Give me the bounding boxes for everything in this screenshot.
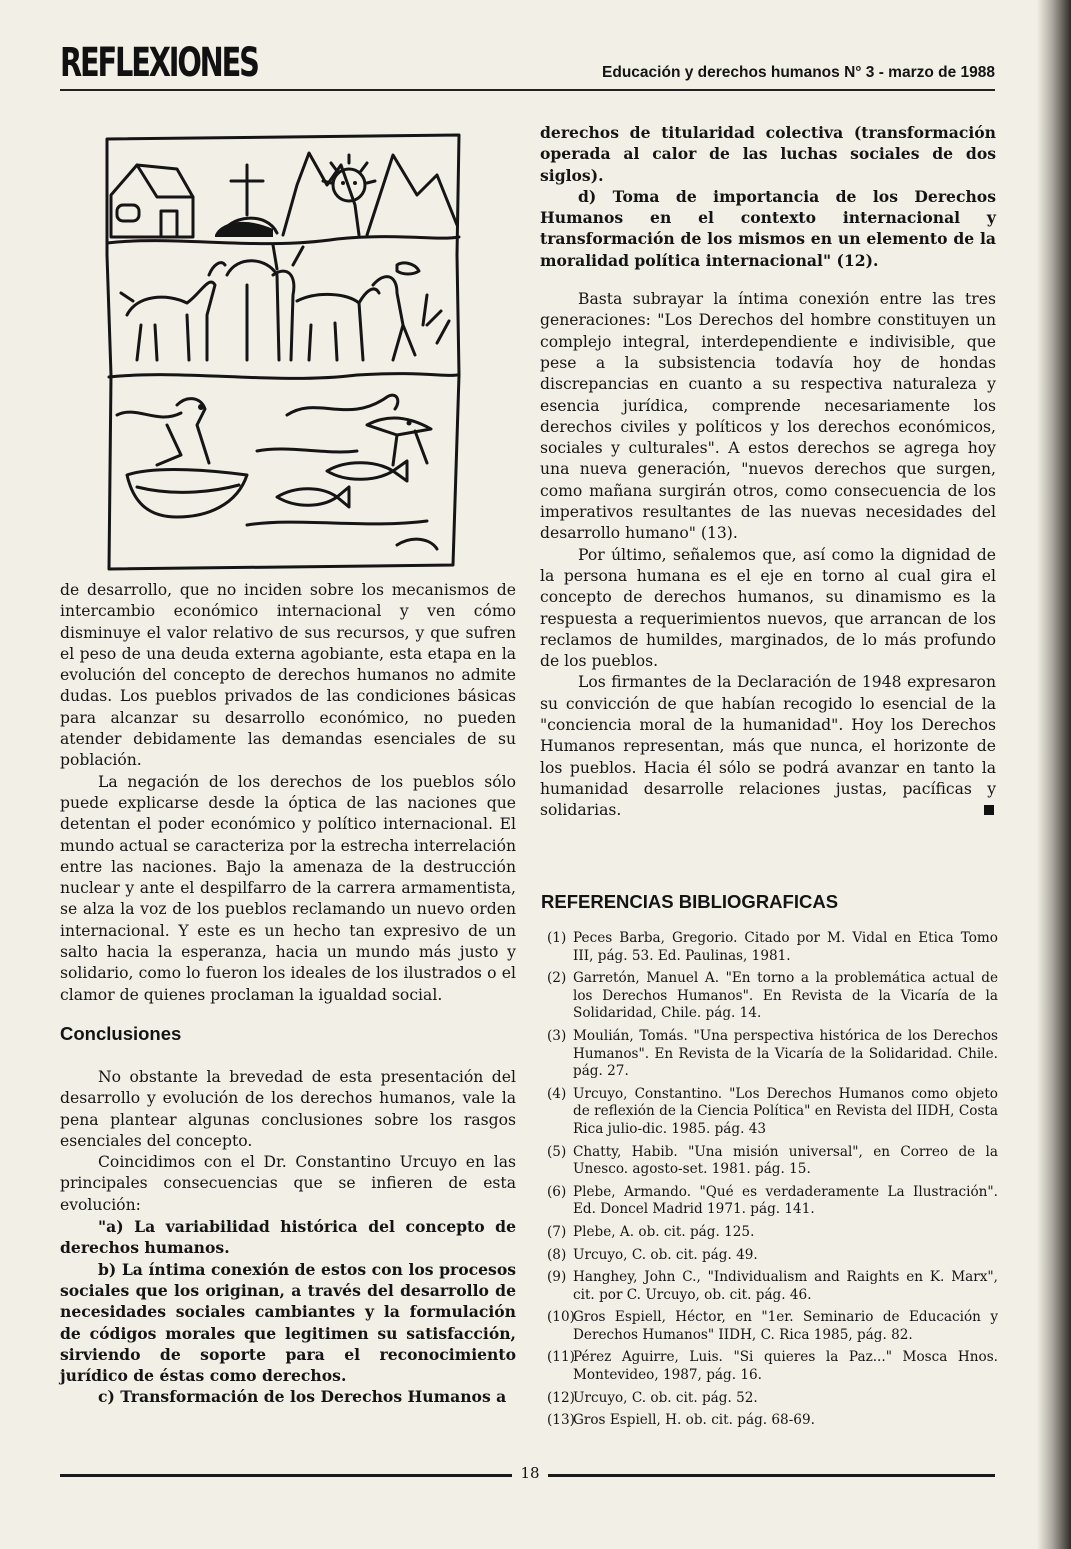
reference-item [543, 1184, 998, 1219]
reference-number: (4) [547, 1085, 567, 1102]
reference-number: (11) [547, 1349, 575, 1366]
reference-item [543, 1269, 998, 1304]
reference-text: Plebe, Armando. "Qué es verdaderamente La Ilustración". Ed. Doncel Madrid 1971. pág. 141. [573, 1183, 998, 1218]
reference-item [543, 1412, 998, 1430]
reference-number: (9) [547, 1269, 567, 1286]
running-title: Educación y derechos humanos N° 3 - marzo de 1988 [602, 64, 995, 81]
reference-number: (1) [547, 930, 567, 946]
right-column [540, 122, 996, 822]
page-number: 18 [520, 1464, 540, 1482]
conclusion-item-b: b) La íntima conexión de estos con los procesos sociales que los originan, a través del desarrollo de necesidades sociales cambiantes y la formulación de códigos morales que legitimen su satisfacción, sirviendo de soporte para el reconocimiento jurídico de éstas como derechos. [60, 1259, 516, 1386]
references-list [543, 930, 998, 1435]
reference-item [543, 1144, 998, 1179]
reference-item [543, 1086, 998, 1139]
folk-art-illustration [97, 125, 469, 573]
reference-number: (13) [547, 1412, 575, 1429]
references-heading: REFERENCIAS BIBLIOGRAFICAS [541, 891, 839, 912]
reference-text: Hanghey, John C., "Individualism and Raights en K. Marx", cit. por C. Urcuyo, ob. cit. pág. 46. [573, 1269, 998, 1303]
reference-item [543, 1224, 998, 1242]
conclusions-heading: Conclusiones [60, 1022, 182, 1044]
reference-text: Moulián, Tomás. "Una perspectiva histórica de los Derechos Humanos". En Revista de la Vicaría de la Solidaridad. Chile. pág. 27. [573, 1027, 998, 1080]
reference-number: (8) [547, 1246, 567, 1263]
end-mark [984, 805, 994, 815]
reference-text: Peces Barba, Gregorio. Citado por M. Vidal en Etica Tomo III, pág. 53. Ed. Paulinas, 1981. [573, 930, 998, 964]
right-paragraph-2: Por último, señalemos que, así como la dignidad de la persona humana es el eje en torno al cual gira el concepto de derechos humanos, su dinamismo es la respuesta a requerimientos nuevos, que arrancan de los reclamos de humildes, marginados, de lo más profundo de los pueblos. [540, 545, 996, 671]
reference-text: Gros Espiell, Héctor, en "1er. Seminario de Educación y Derechos Humanos" IIDH, C. Rica 1985, pág. 82. [573, 1309, 998, 1343]
reference-number: (7) [547, 1223, 567, 1240]
reference-text: Gros Espiell, H. ob. cit. pág. 68-69. [573, 1412, 815, 1429]
reference-item [543, 1028, 998, 1081]
reference-text: Chatty, Habib. "Una misión universal", en Correo de la Unesco. agosto-set. 1981. pág. 15. [573, 1143, 998, 1178]
reference-number: (12) [547, 1389, 575, 1406]
conclusion-item-d: d) Toma de importancia de los Derechos Humanos en el contexto internacional y transformación de los mismos en un elemento de la moralidad política internacional" (12). [540, 186, 996, 270]
conclusion-item-a: "a) La variabilidad histórica del concepto de derechos humanos. [60, 1217, 516, 1258]
footer-rule-left [60, 1474, 512, 1477]
conclusion-item-c-continued: derechos de titularidad colectiva (transformación operada al calor de las luchas sociales de dos siglos). [540, 123, 996, 185]
reference-number: (10) [547, 1309, 575, 1326]
reference-text: Urcuyo, C. ob. cit. pág. 52. [573, 1389, 758, 1406]
reference-text: Garretón, Manuel A. "En torno a la problemática actual de los Derechos Humanos". En Revista de la Vicaría de la Solidaridad, Chile. pág. 14. [573, 970, 998, 1022]
reference-number: (5) [547, 1143, 567, 1160]
reference-number: (3) [547, 1027, 567, 1044]
left-paragraph-4: Coincidimos con el Dr. Constantino Urcuyo en las principales consecuencias que se infieren de esta evolución: [60, 1153, 516, 1214]
reference-item [543, 1309, 998, 1344]
reference-item [543, 930, 998, 965]
right-paragraph-3: Los firmantes de la Declaración de 1948 expresaron su convicción de que habían recogido lo esencial de la "conciencia moral de la humanidad". Hoy los Derechos Humanos representan, más que nunca, el horizonte de los pueblos. Hacia él sólo se podrá avanzar en tanto la humanidad desarrolle relaciones justas, pacíficas y solidarias. [540, 673, 996, 820]
footer-rule-right [548, 1474, 995, 1477]
left-paragraph-2: La negación de los derechos de los pueblos sólo puede explicarse desde la óptica de las naciones que detentan el poder económico y político internacional. El mundo actual se caracteriza por la estrecha interrelación entre las naciones. Bajo la amenaza de la destrucción nuclear y ante el despilfarro de la carrera armamentista, se alza la voz de los pueblos reclamando un nuevo orden internacional. Y este es un hecho tan expresivo de un salto hacia la esperanza, hacia un mundo más justo y solidario, como lo fueron los ideales de los ilustrados o el clamor de quienes proclaman la igualdad social. [60, 772, 516, 1004]
left-column [60, 580, 516, 1408]
reference-item [543, 1247, 998, 1265]
reference-item [543, 1390, 998, 1408]
scan-binding-edge [1037, 0, 1071, 1549]
reference-number: (6) [547, 1183, 567, 1200]
reference-text: Urcuyo, C. ob. cit. pág. 49. [573, 1246, 758, 1263]
reference-item [543, 1349, 998, 1384]
reference-text: Plebe, A. ob. cit. pág. 125. [573, 1223, 755, 1240]
header-rule [60, 89, 995, 91]
conclusion-item-c: c) Transformación de los Derechos Humanos a [98, 1387, 507, 1407]
reference-text: Pérez Aguirre, Luis. "Si quieres la Paz..." Mosca Hnos. Montevideo, 1987, pág. 16. [573, 1349, 998, 1384]
right-paragraph-1: Basta subrayar la íntima conexión entre las tres generaciones: "Los Derechos del hombre constituyen un complejo integral, interdependiente e indivisible, que pese a la subsistencia todavía hoy de hondas discrepancias en cuanto a su respectiva naturaleza y esencia jurídica, comprende necesariamente los derechos civiles y políticos y los derechos económicos, sociales y culturales". A estos derechos se agrega hoy una nueva generación, "nuevos derechos que surgen, como mañana surgirán otros, como consecuencia de los imperativos resultantes de las nuevas necesidades del desarrollo humano" (13). [540, 290, 996, 543]
page-footer [60, 1466, 995, 1486]
left-paragraph-1: de desarrollo, que no inciden sobre los mecanismos de intercambio económico internacional y ven cómo disminuye el valor relativo de sus recursos, y que sufren el peso de una deuda externa agobiante, esta etapa en la evolución del concepto de derechos humanos no admite dudas. Los pueblos privados de las condiciones básicas para alcanzar su desarrollo económico, no pueden atender debidamente las demandas esenciales de su población. [60, 581, 516, 770]
left-paragraph-3: No obstante la brevedad de esta presentación del desarrollo y evolución de los derechos humanos, vale la pena plantear algunas conclusiones sobre los rasgos esenciales del concepto. [60, 1067, 516, 1150]
reference-item [543, 970, 998, 1023]
reference-text: Urcuyo, Constantino. "Los Derechos Humanos como objeto de reflexión de la Ciencia Política" en Revista del IIDH, Costa Rica julio-dic. 1985. pág. 43 [573, 1085, 998, 1137]
page-header [60, 40, 995, 100]
magazine-logo: REFLEXIONES [60, 40, 258, 86]
reference-number: (2) [547, 970, 567, 987]
